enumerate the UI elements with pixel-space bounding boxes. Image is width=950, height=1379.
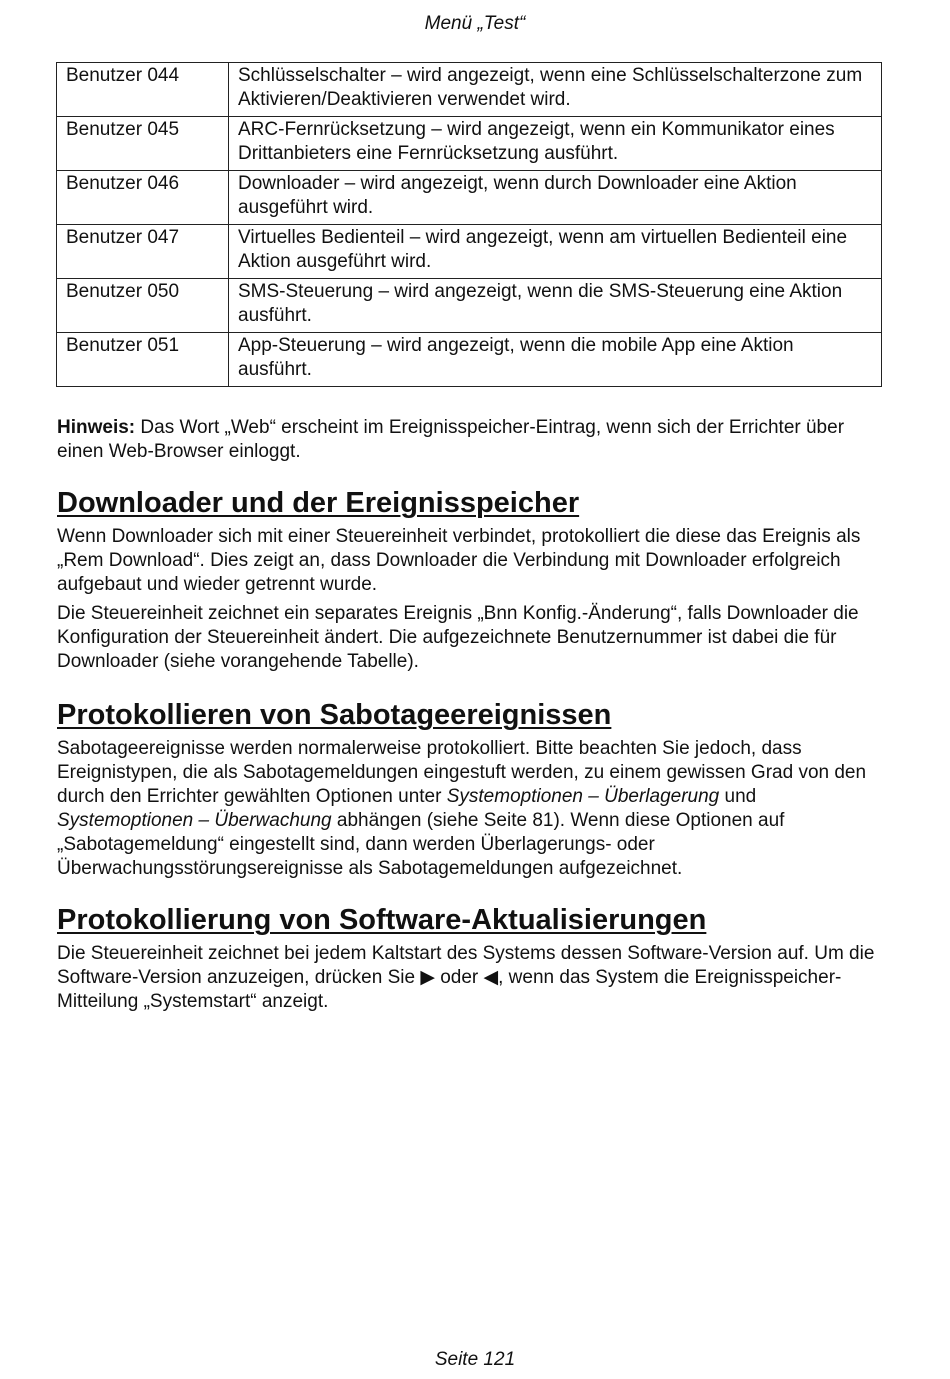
note-label: Hinweis:: [57, 417, 136, 438]
description-cell: Virtuelles Bedienteil – wird angezeigt, wenn am virtuellen Bedienteil eine Aktion ausgeführt wird.: [229, 225, 882, 279]
user-number-cell: Benutzer 045: [57, 117, 229, 171]
section-software: [57, 903, 897, 1014]
description-cell: App-Steuerung – wird angezeigt, wenn die mobile App eine Aktion ausführt.: [229, 333, 882, 387]
page-number: Seite 121: [434, 1349, 516, 1370]
section-tamper: [57, 698, 892, 881]
tamper-text-a: Sabotageereignisse werden normalerweise protokolliert. Bitte beachten Sie jedoch, dass Ereignistypen, die als Sabotagemeldungen eingestuft werden, zu einem gewissen Grad von den durch den Errichter gewählten Optionen unter: [57, 738, 867, 807]
user-number-cell: Benutzer 046: [57, 171, 229, 225]
tamper-text-c: abhängen (siehe Seite 81). Wenn diese Optionen auf „Sabotagemeldung“ eingestellt sind, dann werden Überlagerungs- oder Überwachungsstörungsereignisse als Sabotagemeldungen aufgezeichnet.: [57, 810, 785, 879]
user-number-cell: Benutzer 051: [57, 333, 229, 387]
software-paragraph: Die Steuereinheit zeichnet bei jedem Kaltstart des Systems dessen Software-Version auf. Um die Software-Version anzuzeigen, drücken Sie ▶ oder ◀, wenn das System die Ereignisspeicher-Mitteilung „Systemstart“ anzeigt.: [57, 943, 875, 1012]
table-row: [57, 117, 882, 171]
user-number-table: [56, 62, 882, 387]
user-number-cell: Benutzer 047: [57, 225, 229, 279]
tamper-option-overlay: Systemoptionen – Überlagerung: [446, 786, 720, 807]
table-row: [57, 63, 882, 117]
downloader-paragraph-2: Die Steuereinheit zeichnet ein separates Ereignis „Bnn Konfig.-Änderung“, falls Downloader die Konfiguration der Steuereinheit ändert. Die aufgezeichnete Benutzernummer ist dabei die für Downloader (siehe vorangehende Tabelle).: [57, 603, 859, 672]
description-cell: Downloader – wird angezeigt, wenn durch Downloader eine Aktion ausgeführt wird.: [229, 171, 882, 225]
table-row: [57, 279, 882, 333]
user-number-cell: Benutzer 044: [57, 63, 229, 117]
table-body: [57, 63, 882, 387]
table-row: [57, 333, 882, 387]
section-heading-software: Protokollierung von Software-Aktualisierungen: [57, 904, 707, 936]
section-downloader: [57, 486, 892, 674]
tamper-text-b: und: [719, 786, 757, 807]
section-heading-tamper: Protokollieren von Sabotageereignissen: [57, 699, 612, 731]
downloader-paragraph-1: Wenn Downloader sich mit einer Steuereinheit verbindet, protokolliert die diese das Ereignis als „Rem Download“. Dies zeigt an, dass Downloader die Verbindung mit Downloader erfolgreich aufgebaut und wieder getrennt wurde.: [57, 526, 861, 595]
user-number-cell: Benutzer 050: [57, 279, 229, 333]
description-cell: Schlüsselschalter – wird angezeigt, wenn eine Schlüsselschalterzone zum Aktivieren/Deaktivieren verwendet wird.: [229, 63, 882, 117]
description-cell: ARC-Fernrücksetzung – wird angezeigt, wenn ein Kommunikator eines Drittanbieters eine Fernrücksetzung ausführt.: [229, 117, 882, 171]
section-heading-downloader: Downloader und der Ereignisspeicher: [57, 487, 580, 519]
description-cell: SMS-Steuerung – wird angezeigt, wenn die SMS-Steuerung eine Aktion ausführt.: [229, 279, 882, 333]
table-row: [57, 171, 882, 225]
tamper-paragraph: [57, 737, 892, 881]
table-row: [57, 225, 882, 279]
note-text: Das Wort „Web“ erscheint im Ereignisspeicher-Eintrag, wenn sich der Errichter über einen Web-Browser einloggt.: [57, 417, 845, 462]
tamper-option-supervision: Systemoptionen – Überwachung: [57, 810, 332, 831]
page-header: Menü „Test“: [424, 13, 526, 34]
note-paragraph: [57, 416, 887, 464]
